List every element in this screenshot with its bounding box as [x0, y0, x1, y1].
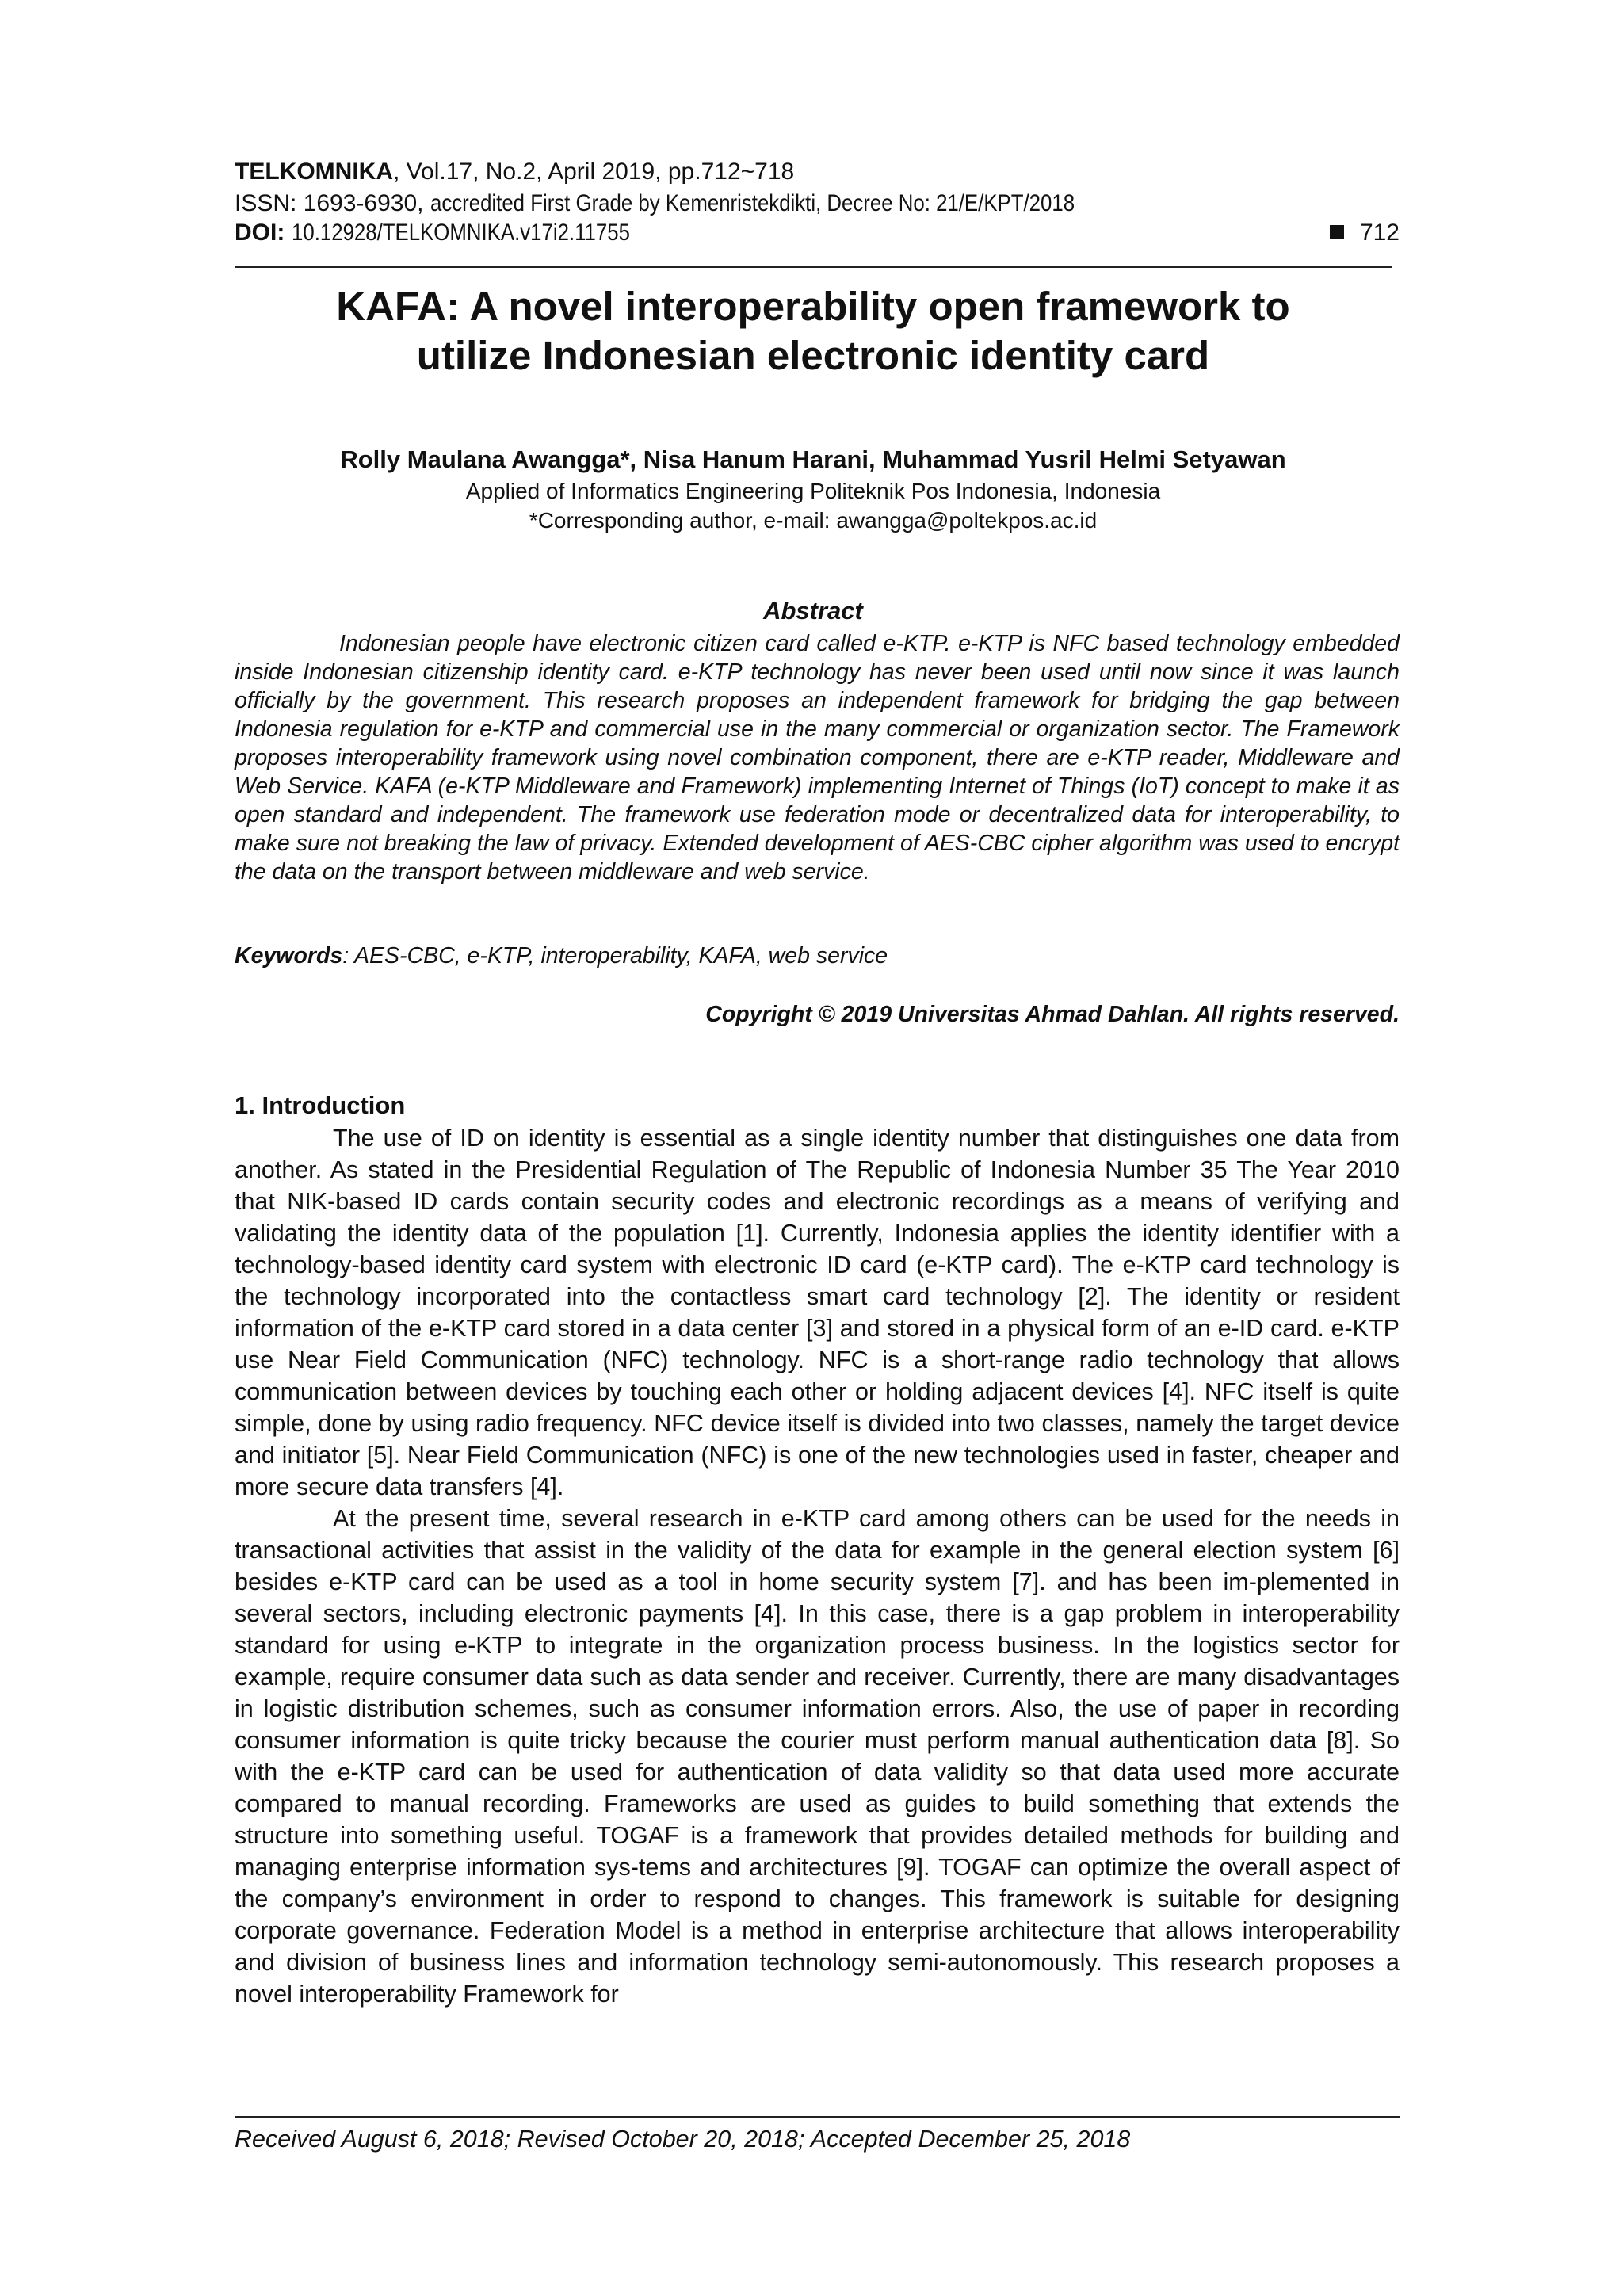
- header-rule: [235, 266, 1392, 268]
- footer-rule: [235, 2116, 1400, 2118]
- corresponding-author: *Corresponding author, e-mail: awangga@poltekpos.ac.id: [529, 508, 1098, 533]
- copyright-notice: Copyright © 2019 Universitas Ahmad Dahlan. All rights reserved.: [705, 1002, 1400, 1027]
- section-body: [235, 1122, 1400, 2010]
- title-line-1: KAFA: A novel interoperability open framework to: [336, 284, 1290, 329]
- issn: ISSN: 1693-6930,: [235, 190, 430, 216]
- page-number: [1330, 218, 1400, 248]
- keywords-label: Keywords: [235, 943, 343, 968]
- doi-line: [235, 218, 685, 248]
- doi-value: 10.12928/TELKOMNIKA.v17i2.11755: [291, 220, 630, 246]
- accreditation: accredited First Grade by Kemenristekdikti, Decree No: 21/E/KPT/2018: [430, 190, 1075, 216]
- section-heading: 1. Introduction: [235, 1091, 406, 1119]
- keywords: [235, 942, 888, 970]
- title-line-2: utilize Indonesian electronic identity card: [416, 333, 1210, 378]
- page-number-value: 712: [1359, 220, 1400, 246]
- journal-volume: , Vol.17, No.2, April 2019, pp.712~718: [392, 159, 795, 185]
- keywords-text: : AES-CBC, e-KTP, interoperability, KAFA, web service: [342, 943, 888, 968]
- received-dates: Received August 6, 2018; Revised October 20, 2018; Accepted December 25, 2018: [235, 2126, 1131, 2153]
- journal-header: [235, 157, 794, 187]
- body-paragraph: The use of ID on identity is essential as a single identity number that distinguishes one data from another. As stated in the Presidential Regulation of The Republic of Indonesia Number 35 The Year 2010 that NIK-based ID cards contain security codes and electronic recordings as a means of verifying and validating the identity data of the population [1]. Currently, Indonesia applies the identity identifier with a technology-based identity card system with electronic ID card (e-KTP card). The e-KTP card technology is the technology incorporated into the contactless smart card technology [2]. The identity or resident information of the e-KTP card stored in a data center [3] and stored in a physical form of an e-ID card. e-KTP use Near Field Communication (NFC) technology. NFC is a short-range radio technology that allows communication between devices by touching each other or holding adjacent devices [4]. NFC itself is quite simple, done by using radio frequency. NFC device itself is divided into two classes, namely the target device and initiator [5]. Near Field Communication (NFC) is one of the new technologies used in faster, cheaper and more secure data transfers [4].: [235, 1125, 1400, 1500]
- author-list: Rolly Maulana Awangga*, Nisa Hanum Harani, Muhammad Yusril Helmi Setyawan: [340, 445, 1286, 473]
- paper-title: [235, 282, 1392, 380]
- abstract-text: Indonesian people have electronic citizen card called e-KTP. e-KTP is NFC based technology embedded inside Indonesian citizenship identity card. e-KTP technology has never been used until now since it was launch officially by the government. This research proposes an independent framework for bridging the gap between Indonesia regulation for e-KTP and commercial use in the many commercial or organization sector. The Framework proposes interoperability framework using novel combination component, there are e-KTP reader, Middleware and Web Service. KAFA (e-KTP Middleware and Framework) implementing Internet of Things (IoT) concept to make it as open standard and independent. The framework use federation mode or decentralized data for interoperability, to make sure not breaking the law of privacy. Extended development of AES-CBC cipher algorithm was used to encrypt the data on the transport between middleware and web service.: [235, 631, 1400, 884]
- issn-line: [235, 189, 1179, 219]
- body-paragraph: At the present time, several research in e-KTP card among others can be used for the needs in transactional activities that assist in the validity of the data for example in the general election system [6] besides e-KTP card can be used as a tool in home security system [7]. and has been im-plemented in several sectors, including electronic payments [4]. In this case, there is a gap problem in interoperability standard for using e-KTP to integrate in the organization process business. In the logistics sector for example, require consumer data such as data sender and receiver. Currently, there are many disadvantages in logistic distribution schemes, such as consumer information errors. Also, the use of paper in recording consumer information is quite tricky because the courier must perform manual authentication data [8]. So with the e-KTP card can be used for authentication of data validity so that data used more accurate compared to manual recording. Frameworks are used as guides to build something that extends the structure into something useful. TOGAF is a framework that provides detailed methods for building and managing enterprise information sys-tems and architectures [9]. TOGAF can optimize the overall aspect of the company’s environment in order to respond to changes. This framework is suitable for designing corporate governance. Federation Model is a method in enterprise architecture that allows interoperability and division of business lines and information technology semi-autonomously. This research proposes a novel interoperability Framework for: [235, 1505, 1400, 2008]
- doi-label: DOI:: [235, 220, 292, 246]
- journal-name: TELKOMNIKA: [235, 159, 393, 185]
- square-bullet-icon: [1330, 225, 1344, 239]
- affiliation: Applied of Informatics Engineering Politeknik Pos Indonesia, Indonesia: [465, 479, 1161, 503]
- abstract-heading: Abstract: [763, 597, 863, 625]
